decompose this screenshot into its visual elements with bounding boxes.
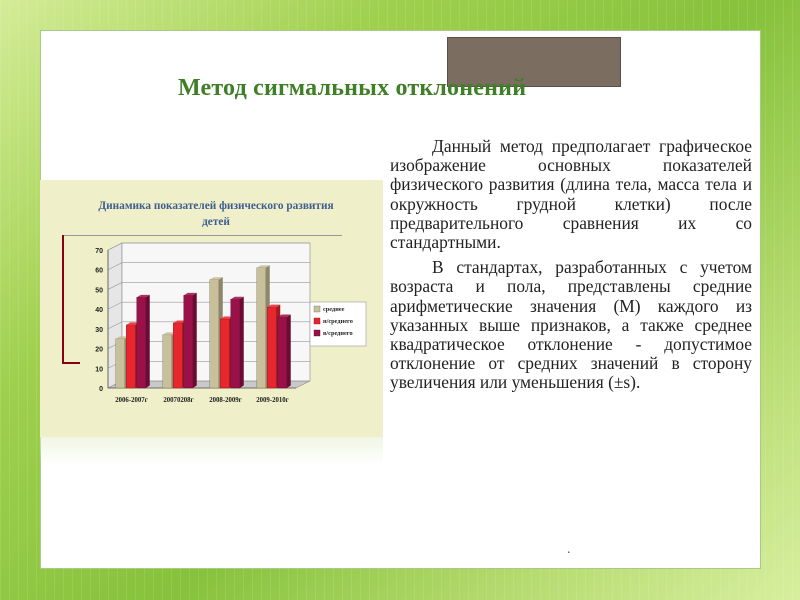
body-text xyxy=(390,137,752,399)
legend-entry: в/среднего xyxy=(323,330,353,337)
x-tick-label: 2009-2010г xyxy=(256,397,289,404)
y-tick-label: 50 xyxy=(95,287,103,295)
bar-chart xyxy=(40,180,383,437)
y-tick-label: 20 xyxy=(95,346,103,354)
paragraph-standards: В стандартах, разработанных с учетом возраста и пола, представлены средние арифметические значения (М) каждого из указанных выше признаков, а также среднее квадратическое отклонение - допустимое отклонение от средних значений в сторону увеличения или уменьшения (±s). xyxy=(390,257,752,393)
chart-panel xyxy=(40,180,383,437)
chart-reflection xyxy=(40,437,383,465)
y-tick-label: 70 xyxy=(95,248,103,255)
y-tick-label: 60 xyxy=(95,267,103,275)
slide-heading: Метод сигмальных отклонений xyxy=(178,75,527,101)
bar-side xyxy=(146,295,150,388)
footer-mark: . xyxy=(567,542,571,557)
y-tick-label: 0 xyxy=(99,386,103,393)
bar xyxy=(278,317,287,388)
bar xyxy=(137,297,146,388)
y-tick-label: 30 xyxy=(95,326,103,334)
chart-title: Динамика показателей физического развития детей xyxy=(98,200,334,228)
bar xyxy=(163,335,172,388)
x-tick-label: 2008-2009г xyxy=(209,397,242,404)
legend-swatch xyxy=(314,306,320,312)
y-tick-label: 10 xyxy=(95,366,103,374)
bar xyxy=(210,280,219,388)
x-tick-label: 2006-2007г xyxy=(115,397,148,404)
paragraph-method: Данный метод предполагает графическое изображение основных показателей физического развития (длина тела, масса тела и окружность грудной клетки) после предварительного сравнения их со стандартными. xyxy=(390,136,752,253)
bar-side xyxy=(287,315,291,388)
bar xyxy=(116,339,125,388)
bar xyxy=(231,299,240,388)
bar xyxy=(267,307,276,388)
bar-side xyxy=(240,297,244,388)
legend-swatch xyxy=(314,318,320,324)
y-tick-label: 40 xyxy=(95,307,103,315)
bar xyxy=(220,319,229,388)
bar xyxy=(126,325,135,388)
bar xyxy=(184,295,193,388)
x-tick-label: 20070208г xyxy=(163,397,194,404)
legend-entry: н/среднего xyxy=(323,318,353,325)
bar xyxy=(173,323,182,388)
legend-entry: среднее xyxy=(323,306,345,313)
bar-side xyxy=(193,293,197,388)
bar xyxy=(257,268,266,388)
legend-swatch xyxy=(314,330,320,336)
